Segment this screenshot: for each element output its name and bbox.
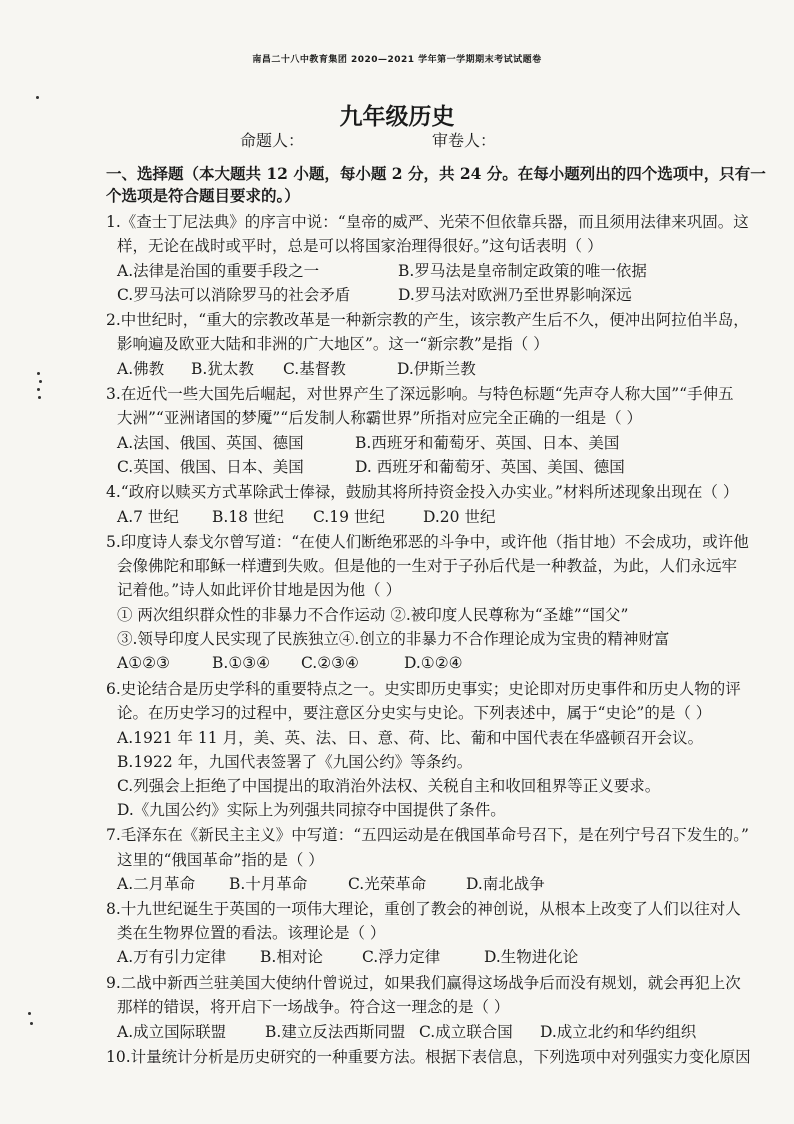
scan-speck bbox=[30, 1022, 33, 1025]
q6-option-b: B.1922 年，九国代表签署了《九国公约》等条约。 bbox=[117, 753, 473, 771]
q8-option-b: B.相对论 bbox=[260, 948, 323, 966]
q1-stem-line2: 样，无论在战时或平时，总是可以将国家治理得很好。”这句话表明（ ） bbox=[117, 237, 603, 255]
q7-option-d: D.南北战争 bbox=[466, 875, 545, 893]
q7-stem-line2: 这里的“俄国革命”指的是（ ） bbox=[117, 851, 324, 869]
q9-option-a: A.成立国际联盟 bbox=[117, 1023, 227, 1041]
q2-stem-line1: 2.中世纪时，“重大的宗教改革是一种新宗教的产生，该宗教产生后不久，便冲出阿拉伯半岛， bbox=[106, 311, 749, 329]
q5-stem-line2: 会像佛陀和耶稣一样遭到失败。但是他的一生对于子孙后代是一种教益，为此，人们永远牢 bbox=[117, 557, 738, 575]
q9-stem-line2: 那样的错误，将开启下一场战争。符合这一理念的是（ ） bbox=[117, 998, 510, 1016]
q8-option-d: D.生物进化论 bbox=[484, 948, 579, 966]
exam-subtitle: 九年级历史 bbox=[339, 104, 455, 130]
q2-stem-line2: 影响遍及欧亚大陆和非洲的广大地区”。这一“新宗教”是指（ ） bbox=[117, 335, 549, 353]
q1-option-c: C.罗马法可以消除罗马的社会矛盾 bbox=[117, 286, 351, 304]
q6-stem-line2: 论。在历史学习的过程中，要注意区分史实与史论。下列表述中，属于“史论”的是（ ） bbox=[117, 704, 712, 722]
q2-option-d: D.伊斯兰教 bbox=[397, 360, 476, 378]
q9-option-b: B.建立反法西斯同盟 bbox=[265, 1023, 406, 1041]
scan-speck bbox=[38, 396, 41, 399]
q2-option-b: B.犹太教 bbox=[191, 360, 254, 378]
q4-stem-line1: 4.“政府以赎买方式革除武士俸禄，鼓励其将所持资金投入办实业。”材料所述现象出现在（ ） bbox=[106, 483, 739, 501]
q6-stem-line1: 6.史论结合是历史学科的重要特点之一。史实即历史事实；史论即对历史事件和历史人物的评 bbox=[106, 680, 741, 698]
q2-option-a: A.佛教 bbox=[117, 360, 165, 378]
q9-option-d: D.成立北约和华约组织 bbox=[540, 1023, 697, 1041]
exam-title: 南昌二十八中教育集团 2020—2021 学年第一学期期末考试试题卷 bbox=[252, 55, 542, 65]
q1-option-d: D.罗马法对欧洲乃至世界影响深远 bbox=[398, 286, 632, 304]
q4-option-d: D.20 世纪 bbox=[423, 508, 496, 526]
q7-option-a: A.二月革命 bbox=[117, 875, 196, 893]
q8-stem-line1: 8.十九世纪诞生于英国的一项伟大理论，重创了教会的神创说，从根本上改变了人们以往对人 bbox=[106, 900, 741, 918]
q6-option-a: A.1921 年 11 月，美、英、法、日、意、荷、比、葡和中国代表在华盛顿召开会议。 bbox=[117, 729, 704, 747]
scan-speck bbox=[28, 1012, 31, 1015]
q1-stem-line1: 1.《查士丁尼法典》的序言中说：“皇帝的威严、光荣不但依靠兵器，而且须用法律来巩固。这 bbox=[106, 213, 749, 231]
reviewer-label: 审卷人： bbox=[432, 131, 497, 150]
q9-stem-line1: 9.二战中新西兰驻美国大使纳什曾说过，如果我们赢得这场战争后而没有规划，就会再犯上次 bbox=[106, 974, 741, 992]
q5-stem-line3: 记着他。”诗人如此评价甘地是因为他（ ） bbox=[117, 581, 402, 599]
section-heading-line2: 个选项是符合题目要求的。） bbox=[106, 186, 300, 205]
q3-stem-line1: 3.在近代一些大国先后崛起，对世界产生了深远影响。与特色标题“先声夺人称大国”“手伸五 bbox=[106, 385, 734, 403]
q5-item-line1: ① 两次组织群众性的非暴力不合作运动 ②.被印度人民尊称为“圣雄”“国父” bbox=[117, 606, 629, 624]
setter-label: 命题人： bbox=[240, 131, 305, 150]
q4-option-a: A.7 世纪 bbox=[117, 508, 179, 526]
scan-speck bbox=[36, 96, 39, 99]
scan-speck bbox=[37, 372, 40, 375]
q3-option-c: C.英国、俄国、日本、美国 bbox=[117, 458, 304, 476]
q3-option-d: D. 西班牙和葡萄牙、英国、美国、德国 bbox=[355, 458, 625, 476]
q1-option-a: A.法律是治国的重要手段之一 bbox=[117, 262, 320, 280]
section-heading-line1: 一、选择题（本大题共 12 小题，每小题 2 分，共 24 分。在每小题列出的四个选项中，只有一 bbox=[106, 164, 766, 183]
q7-option-c: C.光荣革命 bbox=[348, 875, 427, 893]
q2-option-c: C.基督教 bbox=[283, 360, 346, 378]
q6-option-d: D.《九国公约》实际上为列强共同掠夺中国提供了条件。 bbox=[117, 801, 506, 819]
q5-stem-line1: 5.印度诗人泰戈尔曾写道：“在使人们断绝邪恶的斗争中，或许他（指甘地）不会成功，或许他 bbox=[106, 533, 749, 551]
q5-option-a: A①②③ bbox=[117, 654, 170, 672]
q5-option-d: D.①②④ bbox=[404, 654, 463, 672]
scan-speck bbox=[39, 380, 42, 383]
scan-speck bbox=[37, 388, 40, 391]
q10-stem-line1: 10.计量统计分析是历史研究的一种重要方法。根据下表信息，下列选项中对列强实力变化原因 bbox=[106, 1048, 751, 1066]
q7-stem-line1: 7.毛泽东在《新民主主义》中写道：“五四运动是在俄国革命号召下，是在列宁号召下发生的。” bbox=[106, 826, 749, 844]
q5-option-c: C.②③④ bbox=[301, 654, 359, 672]
q1-option-b: B.罗马法是皇帝制定政策的唯一依据 bbox=[398, 262, 647, 280]
q6-option-c: C.列强会上拒绝了中国提出的取消治外法权、关税自主和收回租界等正义要求。 bbox=[117, 777, 661, 795]
q9-option-c: C.成立联合国 bbox=[419, 1023, 513, 1041]
q3-option-b: B.西班牙和葡萄牙、英国、日本、美国 bbox=[355, 434, 620, 452]
q7-option-b: B.十月革命 bbox=[229, 875, 308, 893]
q3-option-a: A.法国、俄国、英国、德国 bbox=[117, 434, 304, 452]
q4-option-b: B.18 世纪 bbox=[212, 508, 284, 526]
q5-option-b: B.①③④ bbox=[212, 654, 271, 672]
q5-item-line2: ③.领导印度人民实现了民族独立④.创立的非暴力不合作理论成为宝贵的精神财富 bbox=[117, 630, 670, 648]
q4-option-c: C.19 世纪 bbox=[313, 508, 385, 526]
q8-option-c: C.浮力定律 bbox=[362, 948, 441, 966]
q8-option-a: A.万有引力定律 bbox=[117, 948, 227, 966]
q3-stem-line2: 大洲”“亚洲诸国的梦魇”“后发制人称霸世界”所指对应完全正确的一组是（ ） bbox=[117, 409, 643, 427]
q8-stem-line2: 类在生物界位置的看法。该理论是（ ） bbox=[117, 924, 386, 942]
